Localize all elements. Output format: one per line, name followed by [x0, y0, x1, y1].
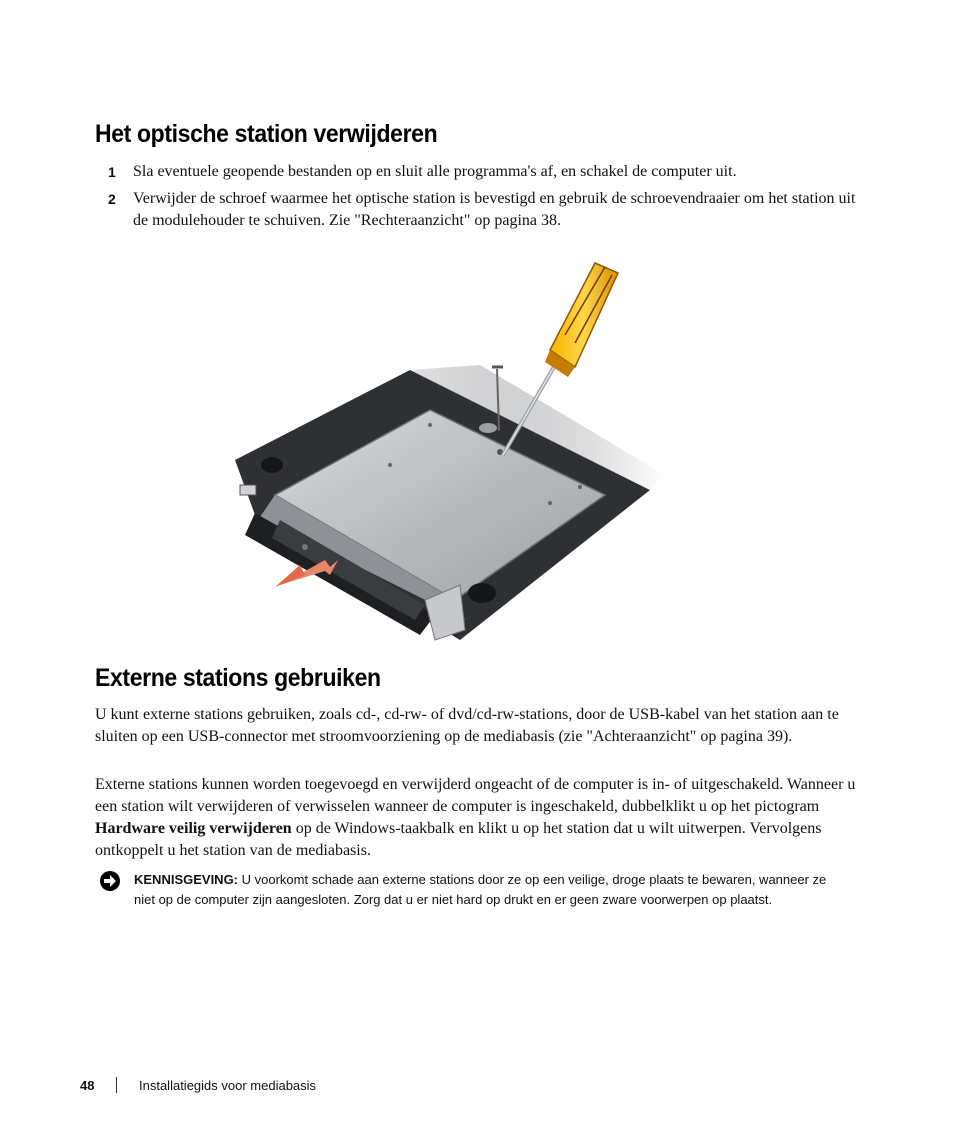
notice-text	[134, 870, 834, 910]
media-base-illustration	[220, 255, 670, 650]
step-text: Verwijder de schroef waarmee het optische station is bevestigd en gebruik de schroevendraaier om het station uit de modulehouder te schuiven. Zie "Rechteraanzicht" op pagina 38.	[133, 190, 856, 229]
step-number: 1	[108, 164, 116, 180]
optical-drive-removal-illustration	[220, 255, 670, 650]
paragraph-text: op de Windows-taakbalk en klikt u op het station dat u wilt uitwerpen. Vervolgens ontkoppelt u het station van de mediabasis.	[95, 820, 822, 859]
notice-box	[95, 870, 855, 940]
paragraph-remove-external-drive	[95, 774, 865, 862]
page-number: 48	[80, 1078, 95, 1093]
section-heading-external-drives: Externe stations gebruiken	[95, 664, 381, 692]
step-text: Sla eventuele geopende bestanden op en sluit alle programma's af, en schakel de computer uit.	[133, 163, 737, 180]
safely-remove-hardware-term: Hardware veilig verwijderen	[95, 820, 292, 837]
paragraph-external-drives: U kunt externe stations gebruiken, zoals cd-, cd-rw- of dvd/cd-rw-stations, door de USB-kabel van het station aan te sluiten op een USB-connector met stroomvoorziening op de mediabasis (zie "Achteraanzicht" op pagina 39).	[95, 706, 839, 745]
notice-label: KENNISGEVING:	[134, 872, 239, 887]
paragraph-text: Externe stations kunnen worden toegevoegd en verwijderd ongeacht of de computer is in- of uitgeschakeld. Wanneer u een station wilt verwijderen of verwisselen wanneer de computer is ingeschakeld, dubbelklikt u op het pictogram	[95, 776, 856, 815]
notice-arrow-icon	[99, 870, 121, 892]
notice-body: U voorkomt schade aan externe stations door ze op een veilige, droge plaats te bewaren, wanneer ze niet op de computer zijn aangesloten. Zorg dat u er niet hard op drukt en er geen zware voorwerpen op plaatst.	[134, 872, 827, 907]
footer-separator	[116, 1077, 117, 1093]
step-number: 2	[108, 191, 116, 207]
section-heading-remove-optical-drive: Het optische station verwijderen	[95, 120, 438, 148]
footer-doc-title: Installatiegids voor mediabasis	[139, 1078, 317, 1093]
